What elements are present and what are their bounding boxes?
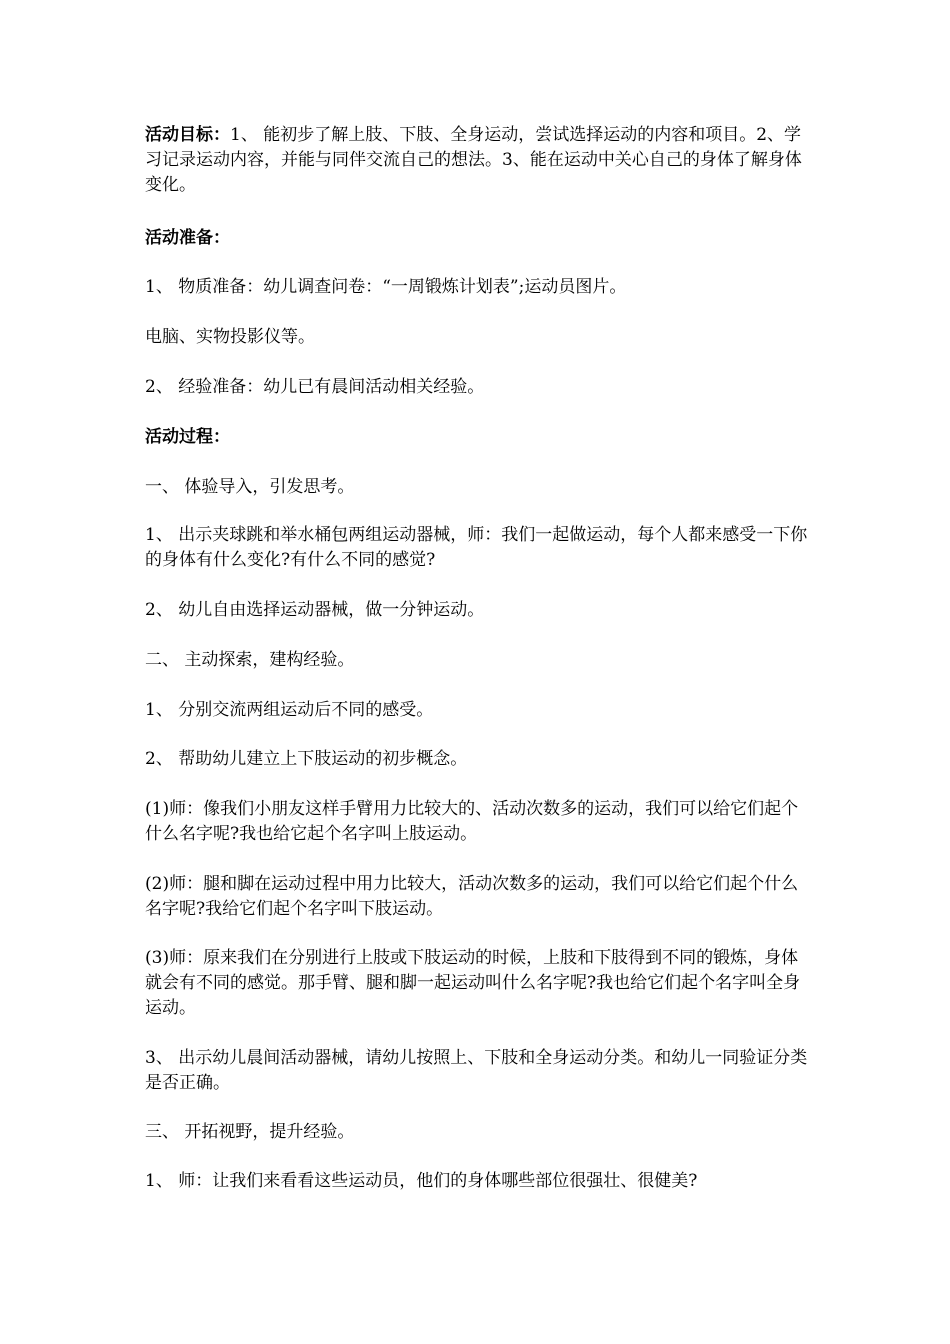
process-heading: 活动过程： [145, 427, 230, 447]
section-2-item-2a: (1)师：像我们小朋友这样手臂用力比较大的、活动次数多的运动，我们可以给它们起个什么名字呢?我也给它起个名字叫上肢运动。 [145, 799, 799, 844]
section-1-item-2: 2、 幼儿自由选择运动器械，做一分钟运动。 [145, 600, 485, 620]
prep-item-2: 2、 经验准备：幼儿已有晨间活动相关经验。 [145, 377, 485, 397]
section-2-item-1: 1、 分别交流两组运动后不同的感受。 [145, 700, 434, 720]
prep-item-1: 1、 物质准备：幼儿调查问卷：“一周锻炼计划表”;运动员图片。 [145, 277, 627, 297]
activity-goals [145, 123, 810, 198]
goals-text: 1、 能初步了解上肢、下肢、全身运动，尝试选择运动的内容和项目。2、学习记录运动内容，并能与同伴交流自己的想法。3、能在运动中关心自己的身体了解身体变化。 [145, 125, 802, 195]
prep-heading: 活动准备： [145, 228, 230, 248]
section-1-title: 一、 体验导入，引发思考。 [145, 477, 355, 497]
section-2-item-3: 3、 出示幼儿晨间活动器械，请幼儿按照上、下肢和全身运动分类。和幼儿一同验证分类是否正确。 [145, 1048, 808, 1093]
section-3-item-1: 1、 师：让我们来看看这些运动员，他们的身体哪些部位很强壮、很健美? [145, 1171, 698, 1191]
section-2-item-2c: (3)师：原来我们在分别进行上肢或下肢运动的时候，上肢和下肢得到不同的锻炼，身体就会有不同的感觉。那手臂、腿和脚一起运动叫什么名字呢?我也给它们起个名字叫全身运动。 [145, 948, 801, 1018]
section-2-title: 二、 主动探索，建构经验。 [145, 650, 355, 670]
prep-item-1-cont: 电脑、实物投影仪等。 [145, 327, 315, 347]
goals-label: 活动目标： [145, 125, 230, 145]
section-3-title: 三、 开拓视野，提升经验。 [145, 1122, 355, 1142]
section-2-item-2: 2、 帮助幼儿建立上下肢运动的初步概念。 [145, 749, 468, 769]
section-1-item-1: 1、 出示夹球跳和举水桶包两组运动器械，师：我们一起做运动，每个人都来感受一下你的身体有什么变化?有什么不同的感觉? [145, 525, 808, 570]
section-2-item-2b: (2)师：腿和脚在运动过程中用力比较大，活动次数多的运动，我们可以给它们起个什么名字呢?我给它们起个名字叫下肢运动。 [145, 874, 799, 919]
